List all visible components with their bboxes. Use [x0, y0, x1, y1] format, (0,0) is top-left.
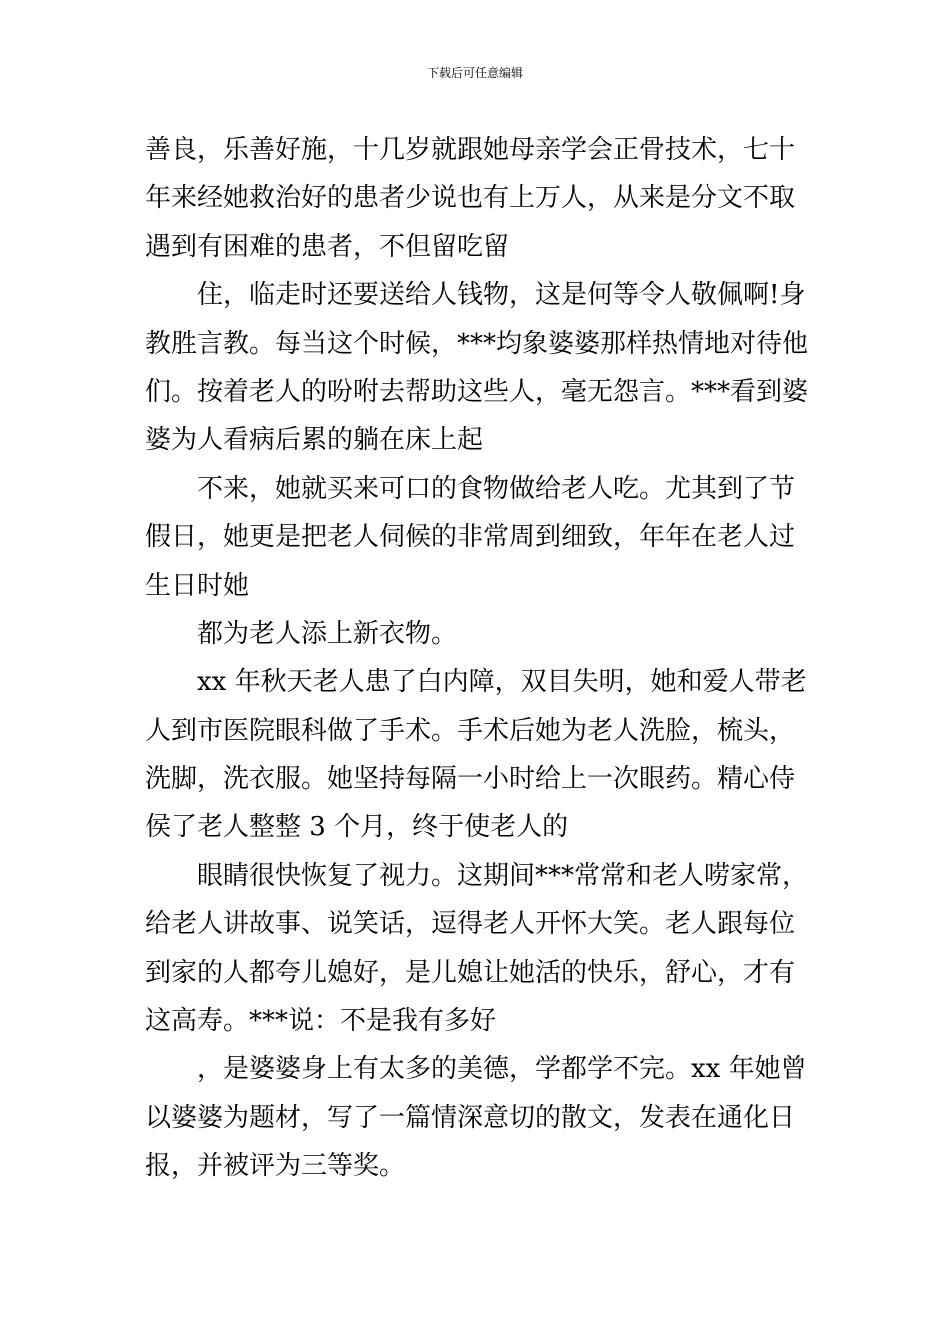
text-line: 到家的人都夸儿媳好，是儿媳让她活的快乐，舒心，才有	[145, 957, 796, 988]
document-body	[145, 126, 807, 1191]
text-line: 善良，乐善好施，十几岁就跟她母亲学会正骨技术，七十	[145, 135, 796, 165]
text-line: 报，并被评为三等奖。	[145, 1151, 406, 1182]
text-line: 遇到有困难的患者，不但留吃留	[145, 231, 510, 262]
text-line: 以婆婆为题材，写了一篇情深意切的散文，发表在通化日	[145, 1102, 796, 1133]
text-line: 教胜言教。每当这个时候，***均象婆婆那样热情地对待他	[145, 328, 809, 359]
text-line: 假日，她更是把老人伺候的非常周到细致，年年在老人过	[145, 522, 796, 553]
text-line: 侯了老人整整 3 个月，终于使老人的	[145, 812, 569, 843]
text-line: 年来经她救治好的患者少说也有上万人，从来是分文不取	[145, 183, 796, 214]
text-line: 们。按着老人的吩咐去帮助这些人，毫无怨言。***看到婆	[145, 376, 809, 407]
text-line: 婆为人看病后累的躺在床上起	[145, 425, 484, 456]
text-line: 洗脚，洗衣服。她坚持每隔一小时给上一次眼药。精心侍	[145, 764, 796, 795]
text-line: 生日时她	[145, 570, 250, 601]
text-line: 眼睛很快恢复了视力。这期间***常常和老人唠家常，	[197, 860, 809, 891]
page-header: 下载后可任意编辑	[426, 66, 523, 80]
text-line: 给老人讲故事、说笑话，逗得老人开怀大笑。老人跟每位	[145, 909, 796, 940]
text-line: 人到市医院眼科做了手术。手术后她为老人洗脸，梳头，	[145, 715, 796, 746]
text-line: xx 年秋天老人患了白内障，双目失明，她和爱人带老	[197, 667, 807, 698]
text-line: ，是婆婆身上有太多的美德，学都学不完。xx 年她曾	[197, 1054, 807, 1085]
text-line: 住，临走时还要送给人钱物，这是何等令人敬佩啊!身	[197, 280, 806, 311]
text-line: 都为老人添上新衣物。	[197, 618, 458, 649]
text-line: 这高寿。***说：不是我有多好	[145, 1006, 497, 1037]
text-line: 不来，她就买来可口的食物做给老人吃。尤其到了节	[197, 473, 796, 504]
